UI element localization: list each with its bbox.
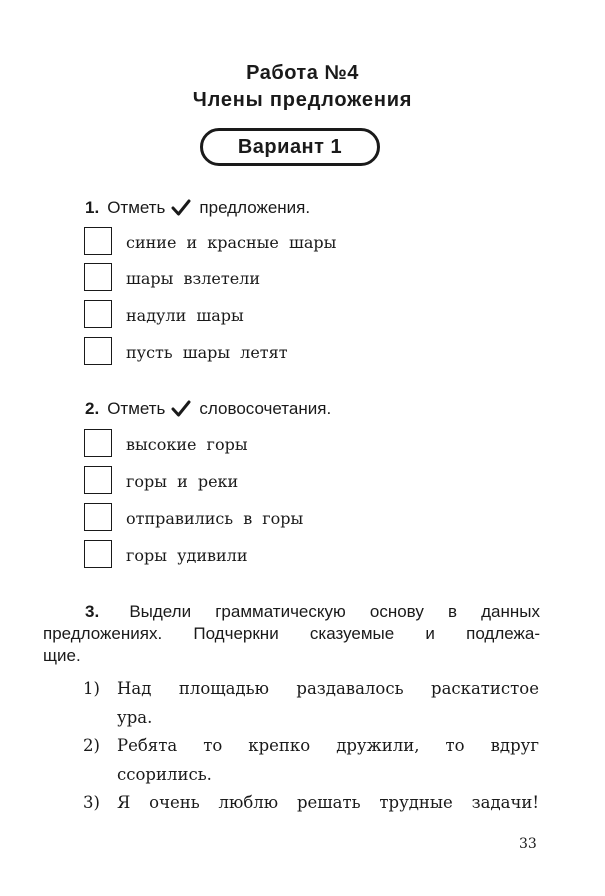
sentence-number: 1): [83, 679, 100, 698]
variant-label: Вариант 1: [237, 135, 343, 158]
work-subtitle: Члены предложения: [192, 89, 413, 111]
sentence-number: 3): [83, 793, 100, 812]
option-text: отправились в горы: [126, 509, 304, 528]
option-text: высокие горы: [126, 435, 248, 454]
option-text: шары взлетели: [126, 269, 260, 288]
option-text: пусть шары летят: [126, 343, 288, 362]
answer-checkbox[interactable]: [84, 429, 112, 457]
task1-instruction-end: предложения.: [199, 198, 311, 217]
task3-line2: предложениях. Подчеркни сказуемые и подлежа-: [43, 624, 540, 643]
task2-heading: [85, 399, 331, 419]
answer-checkbox[interactable]: [84, 337, 112, 365]
task2-instruction-end: словосочетания.: [199, 399, 332, 418]
sentence-line: Ребята то крепко дружили, то вдруг: [117, 736, 539, 755]
answer-checkbox[interactable]: [84, 503, 112, 531]
task2-instruction-start: Отметь: [107, 399, 166, 418]
task3-number: 3.: [85, 602, 100, 621]
task1-heading: [85, 198, 310, 218]
answer-checkbox[interactable]: [84, 300, 112, 328]
option-text: надули шары: [126, 306, 244, 325]
sentence-line: Я очень люблю решать трудные задачи!: [117, 793, 539, 812]
task2-number: 2.: [85, 399, 100, 418]
answer-checkbox[interactable]: [84, 227, 112, 255]
sentence-item: [83, 674, 539, 732]
task1-number: 1.: [85, 198, 100, 217]
sentence-number: 2): [83, 736, 100, 755]
option-text: горы удивили: [126, 546, 248, 565]
answer-checkbox[interactable]: [84, 263, 112, 291]
task3-line1: Выдели грамматическую основу в данных: [129, 602, 540, 621]
answer-checkbox[interactable]: [84, 540, 112, 568]
task1-instruction-start: Отметь: [107, 198, 166, 217]
task3-line3: щие.: [43, 646, 81, 665]
sentence-line: ура.: [117, 708, 153, 727]
sentence-line: Над площадью раздавалось раскатистое: [117, 679, 539, 698]
option-text: горы и реки: [126, 472, 239, 491]
work-title: Работа №4: [246, 62, 359, 84]
task3-line: [43, 601, 540, 623]
sentence-line: ссорились.: [117, 765, 212, 784]
sentence-item: [83, 731, 539, 789]
checkmark-icon: [171, 198, 191, 218]
sentence-item: [83, 788, 539, 817]
option-text: синие и красные шары: [126, 233, 337, 252]
answer-checkbox[interactable]: [84, 466, 112, 494]
variant-badge: [200, 128, 380, 166]
checkmark-icon: [171, 399, 191, 419]
page-number: 33: [519, 836, 537, 852]
task3-instruction: [43, 601, 540, 667]
